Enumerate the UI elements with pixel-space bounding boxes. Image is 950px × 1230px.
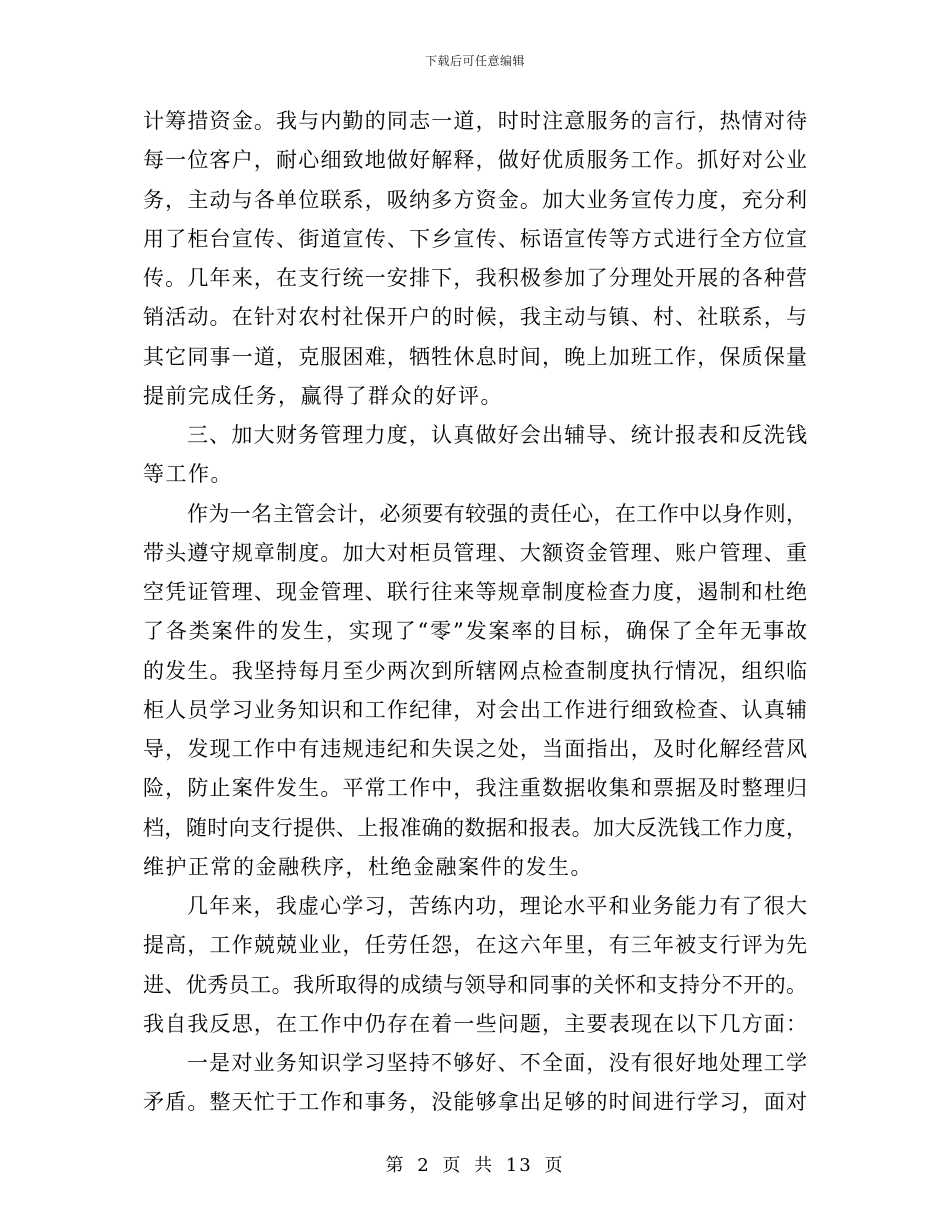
text-line: 档，随时向支行提供、上报准确的数据和报表。加大反洗钱工作力度， bbox=[143, 815, 807, 840]
text-line: 传。几年来，在支行统一安排下，我积极参加了分理处开展的各种营 bbox=[143, 266, 807, 290]
text-line: 提高，工作兢兢业业，任劳任怨，在这六年里，有三年被支行评为先 bbox=[143, 933, 807, 958]
text-line: 了各类案件的发生，实现了“零”发案率的目标，确保了全年无事故 bbox=[143, 619, 807, 644]
paragraph-first-line: 一是对业务知识学习坚持不够好、不全面，没有很好地处理工学 bbox=[187, 1051, 807, 1075]
section-heading-line: 等工作。 bbox=[143, 462, 233, 487]
text-line: 我自我反思，在工作中仍存在着一些问题，主要表现在以下几方面： bbox=[143, 1011, 807, 1036]
text-line: 导，发现工作中有违规违纪和失误之处，当面指出，及时化解经营风 bbox=[143, 737, 807, 761]
text-line: 计筹措资金。我与内勤的同志一道，时时注意服务的言行，热情对待 bbox=[143, 109, 807, 133]
paragraph-first-line: 几年来，我虚心学习，苦练内功，理论水平和业务能力有了很大 bbox=[187, 894, 807, 918]
header-note: 下载后可任意编辑 bbox=[424, 54, 525, 68]
text-line: 空凭证管理、现金管理、联行往来等规章制度检查力度，遏制和杜绝 bbox=[143, 580, 807, 604]
text-line: 带头遵守规章制度。加大对柜员管理、大额资金管理、账户管理、重 bbox=[143, 540, 807, 565]
section-heading-line: 三、加大财务管理力度，认真做好会出辅导、统计报表和反洗钱 bbox=[187, 423, 807, 447]
text-line: 提前完成任务，赢得了群众的好评。 bbox=[143, 383, 503, 408]
text-line: 柜人员学习业务知识和工作纪律，对会出工作进行细致检查、认真辅 bbox=[143, 697, 807, 722]
paragraph-first-line: 作为一名主管会计，必须要有较强的责任心，在工作中以身作则， bbox=[187, 501, 807, 526]
text-line: 进、优秀员工。我所取得的成绩与领导和同事的关怀和支持分不开的。 bbox=[143, 972, 807, 997]
text-line: 的发生。我坚持每月至少两次到所辖网点检查制度执行情况，组织临 bbox=[143, 658, 807, 683]
text-line: 其它同事一道，克服困难，牺牲休息时间，晚上加班工作，保质保量 bbox=[143, 344, 807, 369]
text-line: 矛盾。整天忙于工作和事务，没能够拿出足够的时间进行学习，面对 bbox=[143, 1090, 807, 1115]
text-line: 每一位客户，耐心细致地做好解释，做好优质服务工作。抓好对公业 bbox=[143, 148, 807, 173]
text-line: 维护正常的金融秩序，杜绝金融案件的发生。 bbox=[143, 854, 593, 879]
body-text bbox=[143, 102, 807, 1123]
text-line: 用了柜台宣传、街道宣传、下乡宣传、标语宣传等方式进行全方位宣 bbox=[143, 226, 807, 251]
text-line: 险，防止案件发生。平常工作中，我注重数据收集和票据及时整理归 bbox=[143, 776, 807, 801]
page-number-footer: 第 2 页 共 13 页 bbox=[385, 1155, 565, 1176]
text-line: 务，主动与各单位联系，吸纳多方资金。加大业务宣传力度，充分利 bbox=[143, 187, 807, 212]
text-line: 销活动。在针对农村社保开户的时候，我主动与镇、村、社联系，与 bbox=[143, 305, 807, 330]
